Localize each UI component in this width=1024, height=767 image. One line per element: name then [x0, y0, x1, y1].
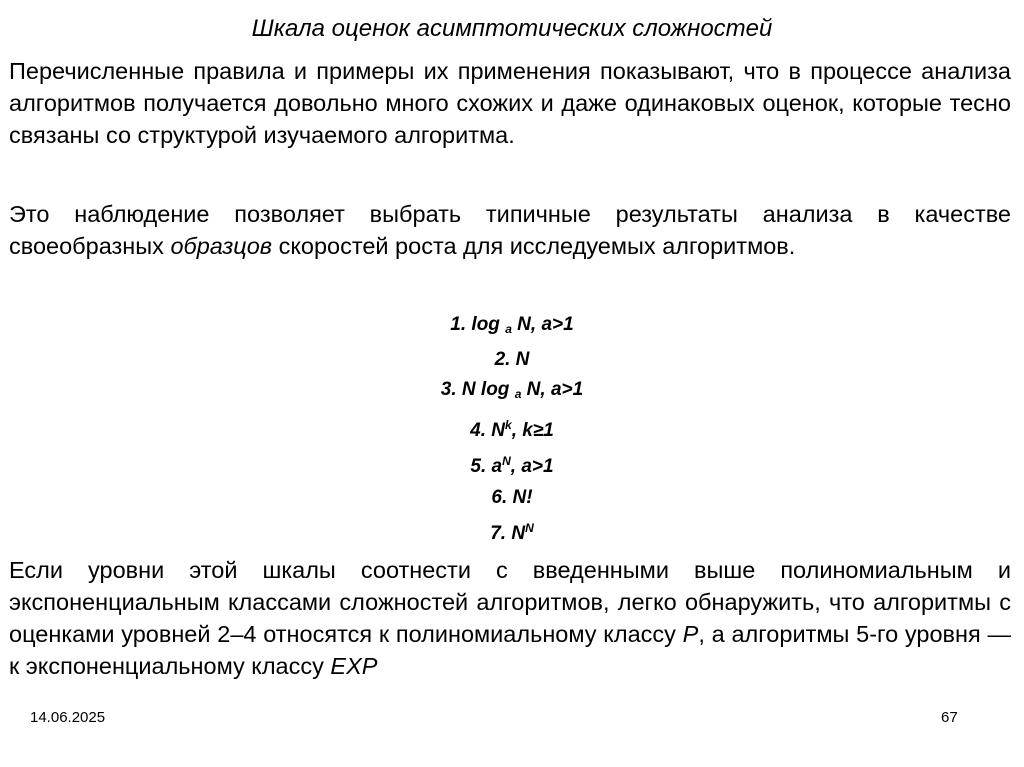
list-item: 3. N log $_a$ N, a>1 — [440, 379, 584, 401]
list-item: 5. $a^N$, a>1 — [470, 454, 554, 477]
page-number: 67 — [941, 709, 958, 726]
class-exp: EXP — [330, 653, 378, 679]
paragraph-conclusion-text-1: Если уровни этой шкалы соотнести с введенными выше полиномиальным и экспоненциальным классами сложностей алгоритмов, легко обнаружить, что алгоритмы с оценками уровней 2–4 относятся к полиномиальному классу — [9, 557, 1011, 647]
paragraph-observation-text-1: Это наблюдение позволяет выбрать типичные результаты анализа в качестве своеобразных — [9, 201, 1011, 259]
paragraph-observation — [9, 198, 1011, 262]
paragraph-conclusion-text-2: , а алгоритмы 5-го уровня — к экспоненциальному классу — [9, 621, 1011, 679]
paragraph-intro: Перечисленные правила и примеры их применения показывают, что в процессе анализа алгоритмов получается довольно много схожих и даже одинаковых оценок, которые тесно связаны со структурой изучаемого алгоритма. — [9, 58, 1011, 148]
list-item: 4. $N^k$, k≥1 — [470, 417, 554, 441]
complexity-scale-list — [0, 310, 1024, 550]
list-item: 7. $N^N$ — [490, 521, 534, 544]
list-item: 6. N! — [491, 486, 533, 508]
paragraph-conclusion — [9, 554, 1011, 682]
list-item: 1. log $_a$ N, a>1 — [450, 314, 574, 336]
class-p: P — [682, 621, 699, 647]
paragraph-observation-text-2: скоростей роста для исследуемых алгоритмов. — [272, 233, 796, 259]
footer-date: 14.06.2025 — [30, 709, 106, 726]
list-item: 2. N — [494, 348, 530, 370]
slide-title: Шкала оценок асимптотических сложностей — [251, 15, 773, 42]
emphasis-samples: образцов — [170, 233, 273, 259]
